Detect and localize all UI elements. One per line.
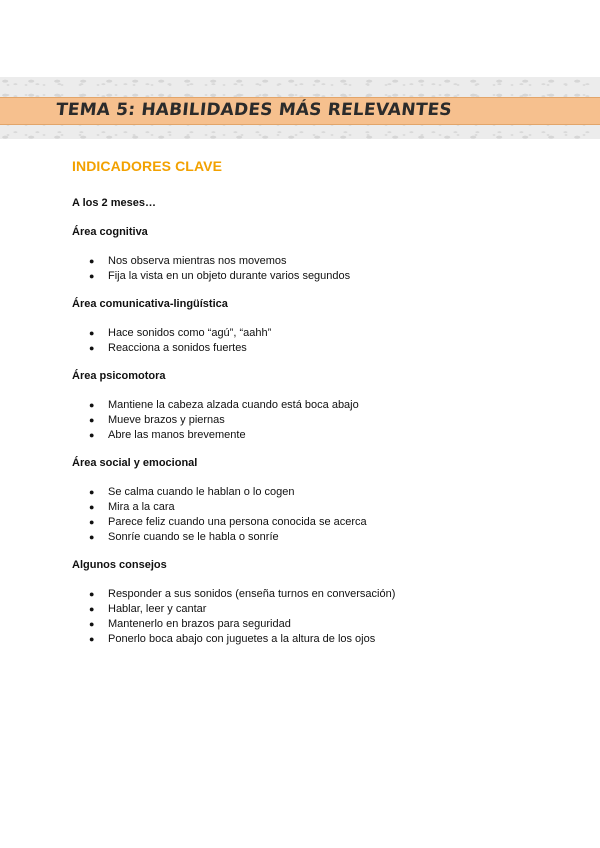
section-title: INDICADORES CLAVE — [72, 158, 223, 174]
list-item: ● Hablar, leer y cantar — [89, 603, 207, 615]
list-item: ● Mira a la cara — [89, 501, 175, 513]
bullet-list-social — [72, 485, 542, 545]
list-item: ● Nos observa mientras nos movemos — [89, 255, 287, 267]
list-item: ● Hace sonidos como “agú”, “aahh” — [89, 327, 272, 339]
bullet-icon: ● — [89, 256, 95, 266]
bullet-icon: ● — [89, 634, 95, 644]
bullet-icon: ● — [89, 430, 95, 440]
list-item: ● Mueve brazos y piernas — [89, 414, 225, 426]
bullet-icon: ● — [89, 328, 95, 338]
list-item: ● Sonríe cuando se le habla o sonríe — [89, 531, 279, 543]
area-heading-consejos: Algunos consejos — [72, 559, 167, 571]
bullet-list-psicomotora — [72, 398, 542, 443]
bullet-list-comunicativa — [72, 326, 542, 356]
list-item: ● Abre las manos brevemente — [89, 429, 246, 441]
age-heading: A los 2 meses… — [72, 197, 156, 209]
list-item: ● Parece feliz cuando una persona conocida se acerca — [89, 516, 367, 528]
title-bar — [0, 97, 600, 125]
list-item: ● Responder a sus sonidos (enseña turnos en conversación) — [89, 588, 396, 600]
bullet-list-consejos — [72, 587, 542, 647]
list-item: ● Se calma cuando le hablan o lo cogen — [89, 486, 295, 498]
list-item: ● Fija la vista en un objeto durante varios segundos — [89, 270, 351, 282]
bullet-icon: ● — [89, 502, 95, 512]
bullet-icon: ● — [89, 532, 95, 542]
bullet-icon: ● — [89, 415, 95, 425]
bullet-icon: ● — [89, 487, 95, 497]
bullet-icon: ● — [89, 343, 95, 353]
area-heading-social: Área social y emocional — [72, 457, 198, 469]
bullet-icon: ● — [89, 400, 95, 410]
bullet-icon: ● — [89, 517, 95, 527]
bullet-icon: ● — [89, 619, 95, 629]
document-body — [72, 158, 542, 660]
bullet-list-cognitiva — [72, 254, 542, 284]
area-heading-cognitiva: Área cognitiva — [72, 226, 148, 238]
area-heading-comunicativa: Área comunicativa-lingüística — [72, 298, 228, 310]
list-item: ● Reacciona a sonidos fuertes — [89, 342, 247, 354]
bullet-icon: ● — [89, 604, 95, 614]
area-heading-psicomotora: Área psicomotora — [72, 370, 166, 382]
bullet-icon: ● — [89, 589, 95, 599]
list-item: ● Ponerlo boca abajo con juguetes a la altura de los ojos — [89, 633, 376, 645]
list-item: ● Mantenerlo en brazos para seguridad — [89, 618, 291, 630]
bullet-icon: ● — [89, 271, 95, 281]
list-item: ● Mantiene la cabeza alzada cuando está boca abajo — [89, 399, 359, 411]
page-title: TEMA 5: HABILIDADES MÁS RELEVANTES — [55, 100, 454, 120]
